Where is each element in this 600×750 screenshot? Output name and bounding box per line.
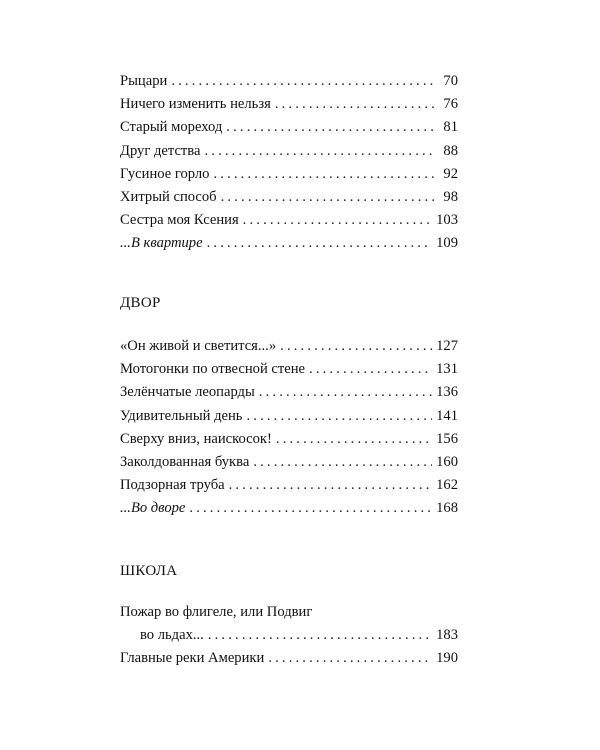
toc-entry-page: 160 xyxy=(436,454,458,471)
dot-leader xyxy=(309,358,432,381)
toc-entry-title: Зелёнчатые леопарды xyxy=(120,384,255,401)
toc-entry[interactable] xyxy=(120,163,458,186)
toc-entry-title: Подзорная труба xyxy=(120,477,225,494)
toc-entry[interactable] xyxy=(120,497,458,520)
dot-leader xyxy=(229,474,433,497)
dot-leader xyxy=(246,405,432,428)
toc-entry-title: Друг детства xyxy=(120,142,201,159)
dot-leader xyxy=(276,428,432,451)
dot-leader xyxy=(213,163,436,186)
toc-entry-title: ...Во дворе xyxy=(120,500,186,517)
toc-entry-title: «Он живой и светится...» xyxy=(120,338,277,354)
toc-entry[interactable] xyxy=(120,93,458,116)
toc-entry-continuation xyxy=(120,624,458,647)
dot-leader xyxy=(268,647,432,670)
toc-entry[interactable] xyxy=(120,116,458,139)
dot-leader xyxy=(275,93,436,116)
toc-entry-title: ...В квартире xyxy=(120,235,203,252)
toc-entry-title: Мотогонки по отвесной стене xyxy=(120,361,306,378)
toc-entry-title: Главные реки Америки xyxy=(120,650,265,667)
toc-entry-page: 162 xyxy=(436,477,458,494)
toc-entry[interactable] xyxy=(120,451,458,474)
dot-leader xyxy=(243,209,432,232)
toc-entry-page: 92 xyxy=(443,165,458,182)
toc-entry[interactable] xyxy=(120,405,458,428)
dot-leader xyxy=(189,497,432,520)
toc-entry-page: 183 xyxy=(436,627,458,644)
toc-entry-page: 127 xyxy=(436,338,458,354)
toc-entry[interactable] xyxy=(120,474,458,497)
dot-leader xyxy=(171,70,436,93)
toc-entry-page: 88 xyxy=(443,142,458,159)
toc-entry-page: 76 xyxy=(443,96,458,113)
toc-entry[interactable] xyxy=(120,209,458,232)
toc-entry-page: 131 xyxy=(436,361,458,378)
toc-section-apartment xyxy=(120,70,458,256)
toc-entry-title: Гусиное горло xyxy=(120,165,210,182)
toc-entry-title: Рыцари xyxy=(120,73,168,89)
toc-entry-title: Хитрый способ xyxy=(120,189,217,206)
section-heading-yard: ДВОР xyxy=(120,295,161,311)
toc-entry[interactable] xyxy=(120,335,458,358)
toc-entry-page: 98 xyxy=(443,189,458,206)
dot-leader xyxy=(226,116,436,139)
toc-section-yard xyxy=(120,335,458,521)
toc-section-school xyxy=(120,601,458,671)
toc-entry[interactable] xyxy=(120,428,458,451)
toc-entry[interactable] xyxy=(120,140,458,163)
toc-entry[interactable] xyxy=(120,381,458,404)
dot-leader xyxy=(221,186,436,209)
toc-entry-page: 141 xyxy=(436,407,458,424)
toc-entry-page: 70 xyxy=(443,73,458,89)
toc-entry-page: 156 xyxy=(436,430,458,447)
toc-entry[interactable] xyxy=(120,186,458,209)
toc-entry-page: 168 xyxy=(436,500,458,517)
toc-entry-title-line1: Пожар во флигеле, или Подвиг xyxy=(120,604,313,620)
toc-entry[interactable] xyxy=(120,358,458,381)
dot-leader xyxy=(207,232,433,255)
toc-entry-title: Старый мореход xyxy=(120,119,223,136)
toc-entry-page: 136 xyxy=(436,384,458,401)
dot-leader xyxy=(259,381,432,404)
dot-leader xyxy=(208,624,432,647)
toc-entry-page: 190 xyxy=(436,650,458,667)
dot-leader xyxy=(253,451,432,474)
section-heading-school: ШКОЛА xyxy=(120,563,178,579)
dot-leader xyxy=(280,335,432,358)
toc-entry[interactable] xyxy=(120,601,458,647)
toc-entry-title: Удивительный день xyxy=(120,407,243,424)
toc-entry[interactable] xyxy=(120,70,458,93)
toc-entry[interactable] xyxy=(120,647,458,670)
toc-entry-page: 81 xyxy=(443,119,458,136)
toc-entry-title: во льдах... xyxy=(140,627,204,644)
toc-entry-title: Сестра моя Ксения xyxy=(120,212,239,229)
toc-entry-page: 103 xyxy=(436,212,458,229)
toc-entry-page: 109 xyxy=(436,235,458,252)
toc-entry-title: Сверху вниз, наискосок! xyxy=(120,430,272,447)
toc-entry-title: Ничего изменить нельзя xyxy=(120,96,271,113)
toc-entry-title: Заколдованная буква xyxy=(120,454,250,471)
toc-entry[interactable] xyxy=(120,232,458,255)
dot-leader xyxy=(204,140,436,163)
